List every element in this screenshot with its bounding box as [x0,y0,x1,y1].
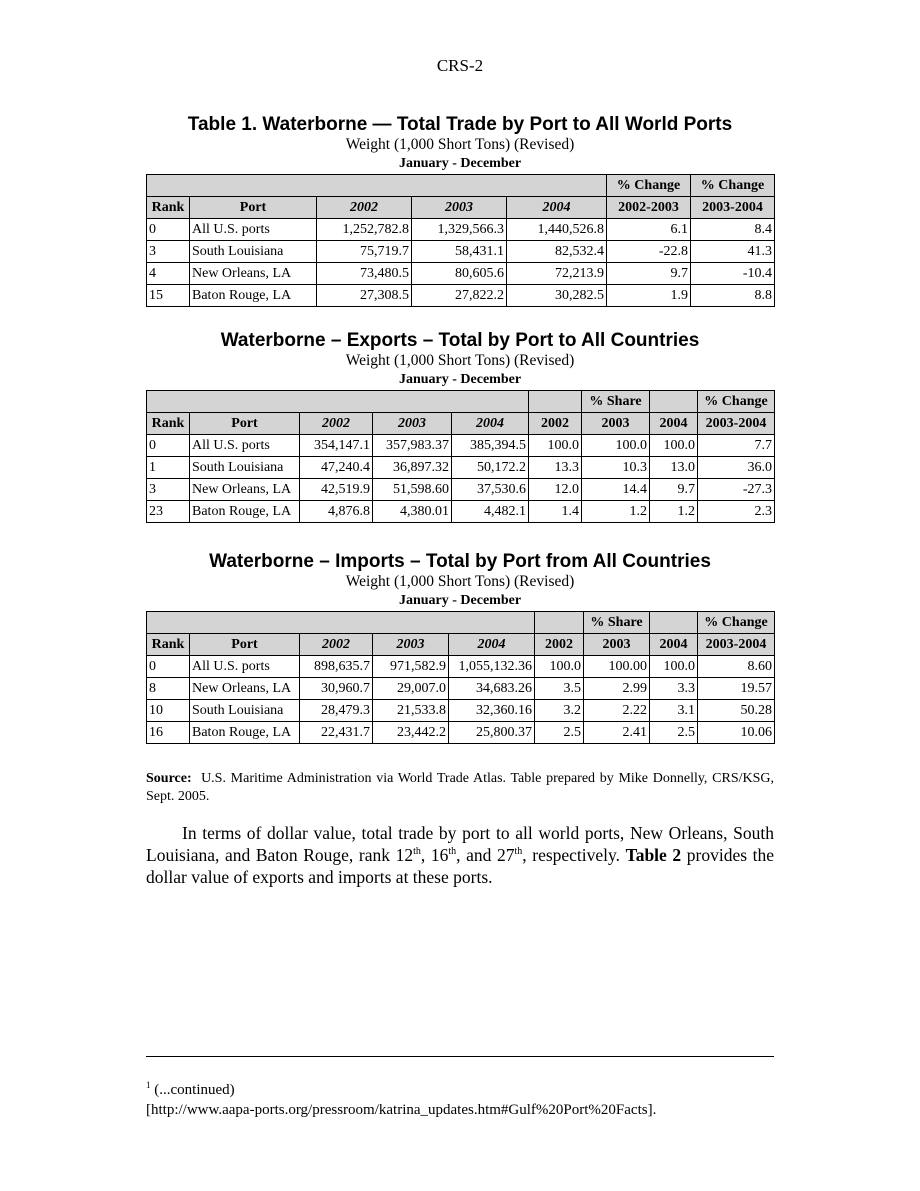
table-title: Waterborne – Exports – Total by Port to All Countries [220,330,700,351]
table-period: January - December [398,593,522,608]
col-header: 2002-2003 [607,197,691,219]
header-blank [650,391,698,413]
footnote-divider [146,1056,774,1057]
cell-port: All U.S. ports [190,656,300,678]
header-blank [147,391,529,413]
cell-value: 9.7 [607,263,691,285]
cell-value: 80,605.6 [412,263,507,285]
paragraph-text: , respectively. [522,845,626,865]
cell-value: 354,147.1 [300,435,373,457]
cell-rank: 23 [147,501,190,523]
table-header-row [147,634,775,656]
cell-value: 73,480.5 [317,263,412,285]
table-row [147,285,775,307]
cell-value: 75,719.7 [317,241,412,263]
exports-table-block [146,330,774,523]
col-header: 2002 [529,413,582,435]
table-row [147,219,775,241]
ordinal-suffix: th [413,846,421,858]
cell-value: 23,442.2 [373,722,449,744]
cell-value: 1.2 [582,501,650,523]
cell-value: 50,172.2 [452,457,529,479]
cell-value: 47,240.4 [300,457,373,479]
header-blank [535,612,584,634]
footnote-text: (...continued) [150,1082,235,1098]
cell-value: 1,055,132.36 [449,656,535,678]
table-group-header-row [147,612,775,634]
footnote-line [146,1075,774,1100]
cell-port: Baton Rouge, LA [190,285,317,307]
cell-value: 100.0 [650,656,698,678]
cell-value: 37,530.6 [452,479,529,501]
cell-value: 100.0 [535,656,584,678]
col-header: 2004 [449,634,535,656]
cell-port: New Orleans, LA [190,263,317,285]
col-header: 2002 [300,413,373,435]
col-header: Rank [147,197,190,219]
cell-value: 1,252,782.8 [317,219,412,241]
cell-value: 25,800.37 [449,722,535,744]
body-paragraph [146,822,774,888]
table-row [147,241,775,263]
footnote [146,1075,774,1120]
cell-rank: 8 [147,678,190,700]
table-row [147,501,775,523]
cell-port: Baton Rouge, LA [190,501,300,523]
cell-rank: 0 [147,219,190,241]
cell-value: 357,983.37 [373,435,452,457]
ordinal-suffix: th [448,846,457,858]
col-header: 2003 [584,634,650,656]
cell-value: 3.1 [650,700,698,722]
table-row [147,722,775,744]
col-header: 2002 [300,634,373,656]
cell-value: 4,876.8 [300,501,373,523]
paragraph-text: , and 27 [456,845,515,865]
cell-value: -10.4 [691,263,775,285]
cell-value: 28,479.3 [300,700,373,722]
cell-value: 2.22 [584,700,650,722]
table-subtitle: Weight (1,000 Short Tons) (Revised) [345,136,575,153]
table-group-header-row [147,175,775,197]
imports-table [146,611,775,744]
footnote-marker: 1 [146,1080,151,1090]
cell-value: 50.28 [698,700,775,722]
cell-port: New Orleans, LA [190,678,300,700]
cell-rank: 4 [147,263,190,285]
cell-port: New Orleans, LA [190,479,300,501]
cell-value: 82,532.4 [507,241,607,263]
paragraph-text: In terms of dollar value, total trade by port to all world ports, New Orleans, South Louisiana, and Baton Rouge, rank 12 [146,823,774,865]
cell-value: 1,329,566.3 [412,219,507,241]
table-subtitle: Weight (1,000 Short Tons) (Revised) [345,352,575,369]
group-header: % Change [698,612,775,634]
cell-value: 9.7 [650,479,698,501]
table-row [147,479,775,501]
table-row [147,263,775,285]
cell-value: 19.57 [698,678,775,700]
cell-value: 13.0 [650,457,698,479]
cell-value: 21,533.8 [373,700,449,722]
cell-value: 22,431.7 [300,722,373,744]
cell-value: 12.0 [529,479,582,501]
cell-value: 8.60 [698,656,775,678]
cell-value: -22.8 [607,241,691,263]
cell-port: South Louisiana [190,241,317,263]
table-period: January - December [398,156,522,171]
col-header: 2003 [412,197,507,219]
table-title: Table 1. Waterborne — Total Trade by Port to All World Ports [187,114,733,135]
cell-value: 51,598.60 [373,479,452,501]
footnote-url: [http://www.aapa-ports.org/pressroom/katrina_updates.htm#Gulf%20Port%20Facts]. [146,1102,657,1118]
cell-rank: 3 [147,479,190,501]
col-header: 2003-2004 [698,413,775,435]
cell-value: 27,822.2 [412,285,507,307]
cell-value: 36.0 [698,457,775,479]
group-header: % Share [584,612,650,634]
cell-value: 30,282.5 [507,285,607,307]
table-row [147,678,775,700]
col-header: 2004 [650,634,698,656]
cell-value: 32,360.16 [449,700,535,722]
header-blank [147,175,607,197]
col-header: 2003 [582,413,650,435]
cell-value: 13.3 [529,457,582,479]
cell-value: 4,482.1 [452,501,529,523]
cell-value: 7.7 [698,435,775,457]
cell-value: 30,960.7 [300,678,373,700]
header-blank [529,391,582,413]
trade-table [146,174,775,307]
cell-value: 10.3 [582,457,650,479]
cell-rank: 3 [147,241,190,263]
cell-value: 72,213.9 [507,263,607,285]
table-header-row [147,413,775,435]
group-header: % Change [607,175,691,197]
group-header: % Change [698,391,775,413]
table-group-header-row [147,391,775,413]
col-header: 2002 [535,634,584,656]
cell-value: 29,007.0 [373,678,449,700]
col-header: Rank [147,634,190,656]
table-1-block [146,114,774,307]
cell-value: 100.0 [582,435,650,457]
imports-table-block [146,551,774,744]
source-note [146,770,774,806]
col-header: 2003-2004 [698,634,775,656]
table-row [147,700,775,722]
table-row [147,435,775,457]
cell-port: All U.S. ports [190,219,317,241]
col-header: Port [190,413,300,435]
cell-value: 2.5 [650,722,698,744]
ordinal-suffix: th [514,846,523,858]
source-text: U.S. Maritime Administration via World Trade Atlas. Table prepared by Mike Donnelly, CRS/KSG, Sept. 2005. [146,771,775,804]
cell-port: Baton Rouge, LA [190,722,300,744]
cell-value: 971,582.9 [373,656,449,678]
running-head: CRS-2 [436,56,484,75]
cell-value: 100.0 [529,435,582,457]
cell-rank: 0 [147,656,190,678]
cell-value: 8.4 [691,219,775,241]
header-blank [147,612,535,634]
group-header: % Share [582,391,650,413]
paragraph-text: , 16 [420,845,449,865]
cell-rank: 16 [147,722,190,744]
cell-value: 2.5 [535,722,584,744]
col-header: 2004 [452,413,529,435]
table-title: Waterborne – Imports – Total by Port from All Countries [209,551,711,572]
cell-rank: 10 [147,700,190,722]
cell-value: 4,380.01 [373,501,452,523]
col-header: Rank [147,413,190,435]
cell-value: 385,394.5 [452,435,529,457]
table-reference: Table 2 [625,845,682,865]
paragraph-text: provides the dollar value of exports and imports at these ports. [146,845,774,887]
table-subtitle: Weight (1,000 Short Tons) (Revised) [345,573,575,590]
cell-value: 3.2 [535,700,584,722]
table-row [147,656,775,678]
cell-value: 2.41 [584,722,650,744]
col-header: Port [190,197,317,219]
cell-value: 100.00 [584,656,650,678]
header-blank [650,612,698,634]
table-header-row [147,197,775,219]
cell-value: 8.8 [691,285,775,307]
col-header: 2002 [317,197,412,219]
cell-value: 34,683.26 [449,678,535,700]
cell-value: 1.4 [529,501,582,523]
col-header: 2004 [507,197,607,219]
cell-value: 100.0 [650,435,698,457]
cell-rank: 0 [147,435,190,457]
cell-value: 3.3 [650,678,698,700]
col-header: 2004 [650,413,698,435]
cell-value: 2.99 [584,678,650,700]
col-header: 2003 [373,634,449,656]
cell-value: 10.06 [698,722,775,744]
cell-value: -27.3 [698,479,775,501]
cell-value: 27,308.5 [317,285,412,307]
cell-value: 3.5 [535,678,584,700]
exports-table [146,390,775,523]
table-period: January - December [398,372,522,387]
cell-value: 1.2 [650,501,698,523]
cell-port: All U.S. ports [190,435,300,457]
cell-value: 41.3 [691,241,775,263]
source-label: Source: [146,771,192,786]
cell-value: 58,431.1 [412,241,507,263]
cell-value: 2.3 [698,501,775,523]
col-header: 2003 [373,413,452,435]
col-header: Port [190,634,300,656]
cell-value: 1,440,526.8 [507,219,607,241]
cell-port: South Louisiana [190,457,300,479]
cell-value: 1.9 [607,285,691,307]
col-header: 2003-2004 [691,197,775,219]
cell-value: 14.4 [582,479,650,501]
cell-rank: 1 [147,457,190,479]
cell-value: 36,897.32 [373,457,452,479]
group-header: % Change [691,175,775,197]
table-row [147,457,775,479]
cell-value: 6.1 [607,219,691,241]
cell-port: South Louisiana [190,700,300,722]
cell-rank: 15 [147,285,190,307]
cell-value: 898,635.7 [300,656,373,678]
cell-value: 42,519.9 [300,479,373,501]
